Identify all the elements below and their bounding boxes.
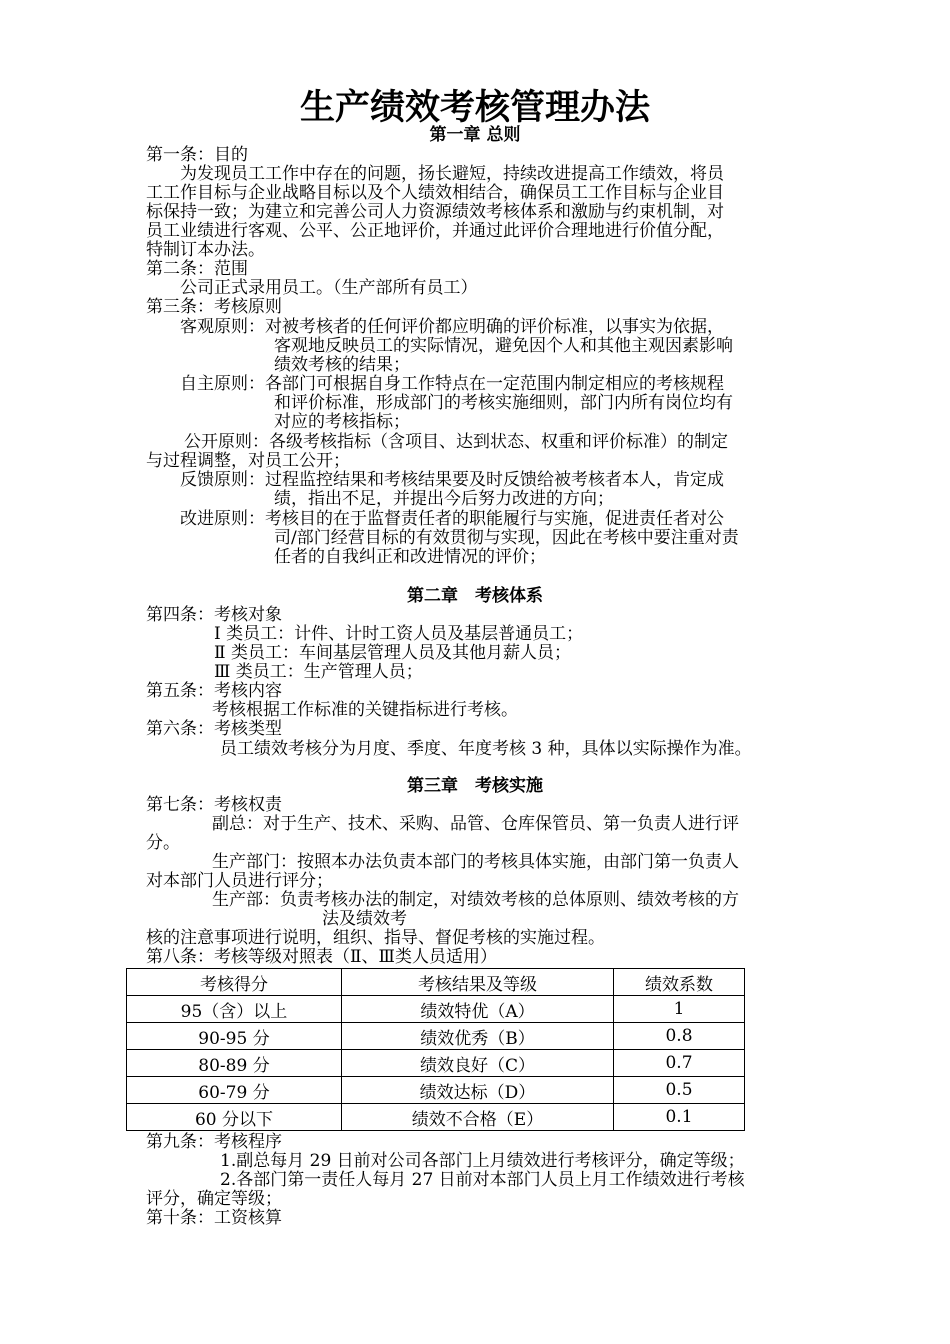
- article-7-line: 核的注意事项进行说明，组织、指导、督促考核的实施过程。: [146, 928, 605, 948]
- employee-class-3: Ⅲ 类员工：生产管理人员；: [214, 662, 423, 682]
- table-cell: 90-95 分: [127, 1023, 342, 1050]
- principle-autonomy-cont: 和评价标准，形成部门的考核实施细则，部门内所有岗位均有: [274, 393, 733, 413]
- article-7-line: 生产部门：按照本办法负责本部门的考核具体实施，由部门第一负责人: [212, 852, 739, 872]
- principle-objective-cont: 客观地反映员工的实际情况，避免因个人和其他主观因素影响: [274, 336, 733, 356]
- employee-class-2: Ⅱ 类员工：车间基层管理人员及其他月薪人员；: [214, 643, 571, 663]
- table-row: [127, 996, 745, 1023]
- article-6-line: 员工绩效考核分为月度、季度、年度考核 3 种，具体以实际操作为准。: [220, 739, 752, 759]
- article-5-line: 考核根据工作标准的关键指标进行考核。: [212, 700, 518, 720]
- article-7-line: 生产部：负责考核办法的制定，对绩效考核的总体原则、绩效考核的方: [212, 890, 739, 910]
- article-7-heading: 第七条：考核权责: [146, 795, 282, 815]
- chapter-3-heading: 第三章 考核实施: [407, 776, 543, 796]
- article-9-line: 评分，确定等级；: [146, 1189, 282, 1209]
- principle-improvement-cont: 司/部门经营目标的有效贯彻与实现，因此在考核中要注重对责: [274, 528, 739, 548]
- table-row: [127, 1104, 745, 1131]
- article-9-heading: 第九条：考核程序: [146, 1132, 282, 1152]
- principle-objective-cont: 绩效考核的结果；: [274, 355, 410, 375]
- article-1-line: 员工业绩进行客观、公平、公正地评价，并通过此评价合理地进行价值分配，: [146, 221, 724, 241]
- article-5-heading: 第五条：考核内容: [146, 681, 282, 701]
- article-7-line: 对本部门人员进行评分；: [146, 871, 333, 891]
- table-cell: 1: [614, 996, 745, 1023]
- principle-openness: 公开原则：各级考核指标（含项目、达到状态、权重和评价标准）的制定: [184, 432, 728, 452]
- table-header-cell: 绩效系数: [614, 969, 745, 996]
- table-row: [127, 1050, 745, 1077]
- article-9-line: 1.副总每月 29 日前对公司各部门上月绩效进行考核评分，确定等级；: [220, 1151, 745, 1171]
- article-7-line: 分。: [146, 833, 180, 853]
- article-7-line: 副总：对于生产、技术、采购、品管、仓库保管员、第一负责人进行评: [212, 814, 739, 834]
- table-cell: 0.7: [614, 1050, 745, 1077]
- article-6-heading: 第六条：考核类型: [146, 719, 282, 739]
- principle-improvement: 改进原则：考核目的在于监督责任者的职能履行与实施，促进责任者对公: [180, 509, 724, 529]
- principle-objective: 客观原则：对被考核者的任何评价都应明确的评价标准，以事实为依据，: [180, 317, 724, 337]
- table-cell: 95（含）以上: [127, 996, 342, 1023]
- article-9-line: 2.各部门第一责任人每月 27 日前对本部门人员上月工作绩效进行考核: [220, 1170, 745, 1190]
- chapter-1-heading: 第一章 总则: [429, 125, 521, 145]
- table-cell: 绩效不合格（E）: [342, 1104, 614, 1131]
- principle-feedback-cont: 绩，指出不足，并提出今后努力改进的方向；: [274, 489, 614, 509]
- article-7-line: 法及绩效考: [322, 909, 407, 929]
- article-8-heading: 第八条：考核等级对照表（Ⅱ、Ⅲ类人员适用）: [146, 947, 497, 967]
- article-1-line: 工工作目标与企业战略目标以及个人绩效相结合，确保员工工作目标与企业目: [146, 183, 724, 203]
- table-cell: 60 分以下: [127, 1104, 342, 1131]
- table-header-cell: 考核结果及等级: [342, 969, 614, 996]
- principle-feedback: 反馈原则：过程监控结果和考核结果要及时反馈给被考核者本人，肯定成: [180, 470, 724, 490]
- principle-autonomy-cont: 对应的考核指标；: [274, 412, 410, 432]
- employee-class-1: Ⅰ 类员工：计件、计时工资人员及基层普通员工；: [214, 624, 584, 644]
- table-header-row: [127, 969, 745, 996]
- article-2-line: 公司正式录用员工。（生产部所有员工）: [180, 278, 478, 298]
- chapter-2-heading: 第二章 考核体系: [407, 586, 543, 606]
- principle-autonomy: 自主原则：各部门可根据自身工作特点在一定范围内制定相应的考核规程: [180, 374, 724, 394]
- article-1-line: 特制订本办法。: [146, 240, 265, 260]
- article-10-heading: 第十条：工资核算: [146, 1208, 282, 1228]
- article-4-heading: 第四条：考核对象: [146, 605, 282, 625]
- table-cell: 绩效达标（D）: [342, 1077, 614, 1104]
- document-title: 生产绩效考核管理办法: [299, 87, 650, 128]
- table-cell: 绩效良好（C）: [342, 1050, 614, 1077]
- article-1-line: 标保持一致；为建立和完善公司人力资源绩效考核体系和激励与约束机制，对: [146, 202, 724, 222]
- table-cell: 0.8: [614, 1023, 745, 1050]
- article-2-heading: 第二条：范围: [146, 259, 248, 279]
- article-1-line: 为发现员工工作中存在的问题，扬长避短，持续改进提高工作绩效，将员: [180, 164, 724, 184]
- principle-openness-cont: 与过程调整，对员工公开；: [146, 451, 350, 471]
- table-row: [127, 1023, 745, 1050]
- table-row: [127, 1077, 745, 1104]
- table-cell: 0.1: [614, 1104, 745, 1131]
- principle-improvement-cont: 任者的自我纠正和改进情况的评价；: [274, 547, 546, 567]
- grade-table: [126, 968, 745, 1131]
- table-header-cell: 考核得分: [127, 969, 342, 996]
- article-3-heading: 第三条：考核原则: [146, 297, 282, 317]
- table-cell: 0.5: [614, 1077, 745, 1104]
- table-cell: 绩效优秀（B）: [342, 1023, 614, 1050]
- article-1-heading: 第一条：目的: [146, 145, 248, 165]
- table-cell: 绩效特优（A）: [342, 996, 614, 1023]
- table-cell: 60-79 分: [127, 1077, 342, 1104]
- table-cell: 80-89 分: [127, 1050, 342, 1077]
